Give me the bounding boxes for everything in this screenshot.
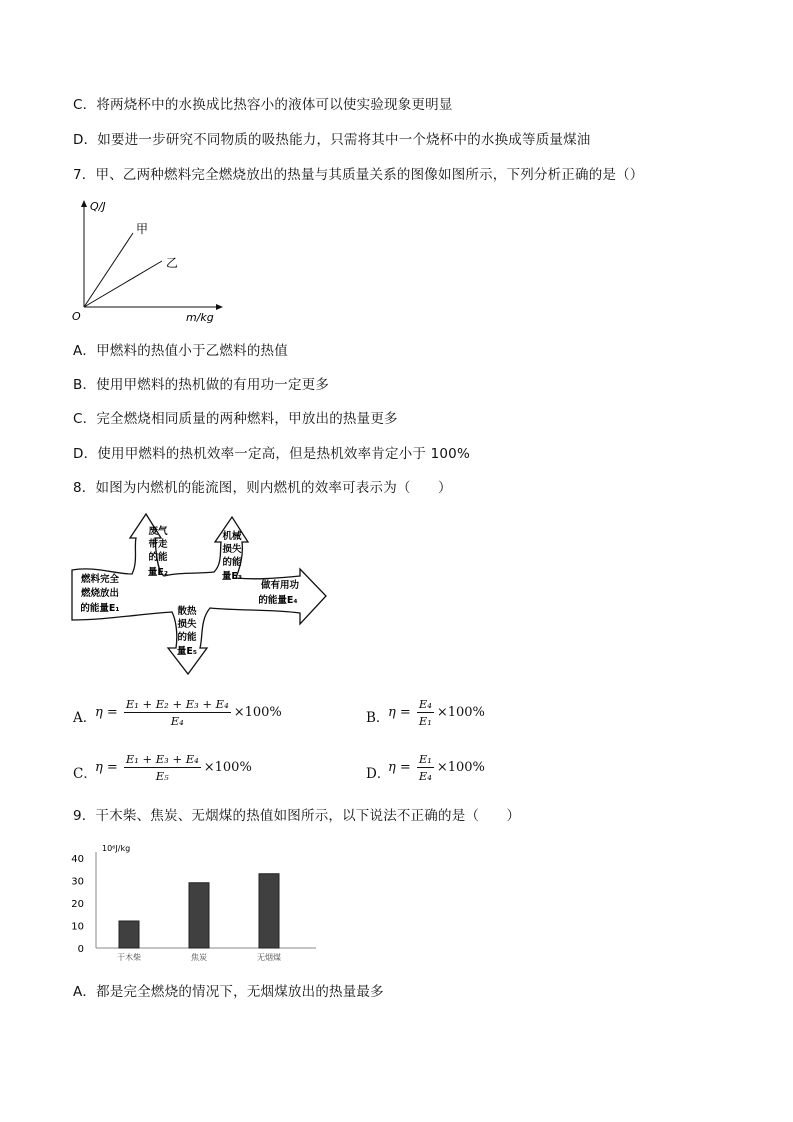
q9-category-label-0: 干木柴 [117, 953, 141, 962]
q8-option-d-formula [388, 752, 485, 783]
q8-input-line3: 的能量E₁ [80, 603, 120, 614]
q8-heat-line2: 损失 [177, 619, 197, 630]
q8-exhaust-line4: 量E₂ [147, 567, 169, 578]
q8-option-a-numerator: E₁ + E₂ + E₃ + E₄ [125, 697, 229, 711]
q8-option-c-eta: η = [95, 760, 118, 775]
q7-option-c: C．完全燃烧相同质量的两种燃料，甲放出的热量更多 [73, 411, 398, 427]
q7-y-arrow [81, 200, 87, 207]
q8-useful-line1: 做有用功 [260, 580, 300, 591]
q7-graph [70, 195, 230, 327]
q8-option-a-denominator: E₄ [170, 714, 184, 728]
q9-y-tick-20: 20 [71, 899, 84, 910]
q8-mechanical-line4: 量E₃ [221, 571, 243, 582]
q8-option-c-label: C． [73, 766, 97, 782]
q9-y-unit-label: 10⁶J/kg [102, 844, 131, 853]
q6-option-c: C．将两烧杯中的水换成比热容小的液体可以使实验现象更明显 [73, 97, 453, 113]
q8-option-a-eta: η = [95, 705, 118, 720]
q8-exhaust-line2: 带走 [148, 539, 168, 550]
q8-option-c-suffix: ×100% [203, 760, 252, 775]
q8-input-line2: 燃烧放出 [80, 588, 120, 599]
q8-option-a-suffix: ×100% [233, 705, 282, 720]
q8-stem: 8．如图为内燃机的能流图，则内燃机的效率可表示为（ ） [73, 480, 452, 496]
q8-useful-line2: 的能量E₄ [258, 595, 298, 606]
q8-option-a-label: A． [73, 710, 97, 726]
q9-stem: 9．干木柴、焦炭、无烟煤的热值如图所示，以下说法不正确的是（ ） [73, 808, 521, 824]
q8-mechanical-line1: 机械 [222, 531, 242, 542]
q8-option-b-label: B． [366, 710, 390, 726]
q7-stem: 7．甲、乙两种燃料完全燃烧放出的热量与其质量关系的图像如图所示，下列分析正确的是（） [73, 167, 644, 183]
q7-line-yi [84, 261, 162, 307]
q8-mechanical-line3: 的能 [222, 557, 242, 568]
q6-option-d: D．如要进一步研究不同物质的吸热能力，只需将其中一个烧杯中的水换成等质量煤油 [73, 132, 591, 148]
q8-exhaust-line1: 废气 [148, 526, 168, 537]
q7-option-d: D．使用甲燃料的热机效率一定高，但是热机效率肯定小于 100% [73, 446, 470, 462]
q9-bar-0 [119, 921, 139, 948]
q9-bar-1 [189, 883, 209, 948]
q7-x-label: m/kg [186, 311, 214, 324]
q8-option-c-formula [95, 752, 252, 783]
q8-heat-line1: 散热 [177, 606, 197, 617]
q7-option-b: B．使用甲燃料的热机做的有用功一定更多 [73, 377, 330, 393]
q8-option-c-numerator: E₁ + E₃ + E₄ [125, 752, 199, 766]
q9-category-label-1: 焦炭 [191, 953, 207, 962]
q8-exhaust-line3: 的能 [148, 552, 168, 563]
q8-option-d-suffix: ×100% [436, 760, 485, 775]
q9-bar-2 [259, 874, 279, 948]
q8-mechanical-line2: 损失 [222, 544, 242, 555]
q8-energy-flow-diagram [70, 512, 335, 680]
q7-x-arrow [216, 304, 223, 310]
q8-option-b-denominator: E₁ [418, 714, 432, 728]
q9-y-tick-0: 0 [77, 944, 84, 955]
q7-line-jia-label: 甲 [136, 222, 149, 236]
q9-bar-chart [68, 840, 330, 968]
q8-option-b-formula [388, 697, 485, 728]
q8-option-b-suffix: ×100% [436, 705, 485, 720]
q8-option-c-fraction [124, 752, 201, 783]
q7-line-yi-label: 乙 [166, 256, 179, 270]
q8-option-a-formula [95, 697, 282, 728]
q8-option-d-eta: η = [388, 760, 411, 775]
q8-option-d-fraction [417, 752, 434, 783]
q9-y-tick-10: 10 [71, 921, 84, 933]
q8-heat-line4: 量E₅ [176, 646, 198, 657]
q9-y-tick-30: 30 [71, 876, 84, 888]
q8-option-b-numerator: E₄ [418, 697, 432, 711]
q7-option-a: A．甲燃料的热值小于乙燃料的热值 [73, 343, 288, 359]
q8-option-b-fraction [417, 697, 434, 728]
q8-option-b-eta: η = [388, 705, 411, 720]
q8-option-c-denominator: E₅ [155, 769, 169, 783]
q8-option-d-label: D． [366, 766, 391, 782]
q8-heat-line3: 的能 [177, 632, 197, 643]
q7-y-label: Q/J [90, 200, 106, 213]
q8-option-d-numerator: E₁ [418, 752, 432, 766]
q9-category-label-2: 无烟煤 [257, 953, 281, 962]
q8-input-line1: 燃料完全 [80, 574, 120, 585]
q7-line-jia [84, 233, 133, 307]
q8-option-d-denominator: E₄ [418, 769, 432, 783]
q8-option-a-fraction [124, 697, 231, 728]
q9-option-a: A．都是完全燃烧的情况下，无烟煤放出的热量最多 [73, 984, 384, 1000]
q7-origin-label: O [72, 310, 81, 323]
q9-y-tick-40: 40 [71, 854, 84, 865]
